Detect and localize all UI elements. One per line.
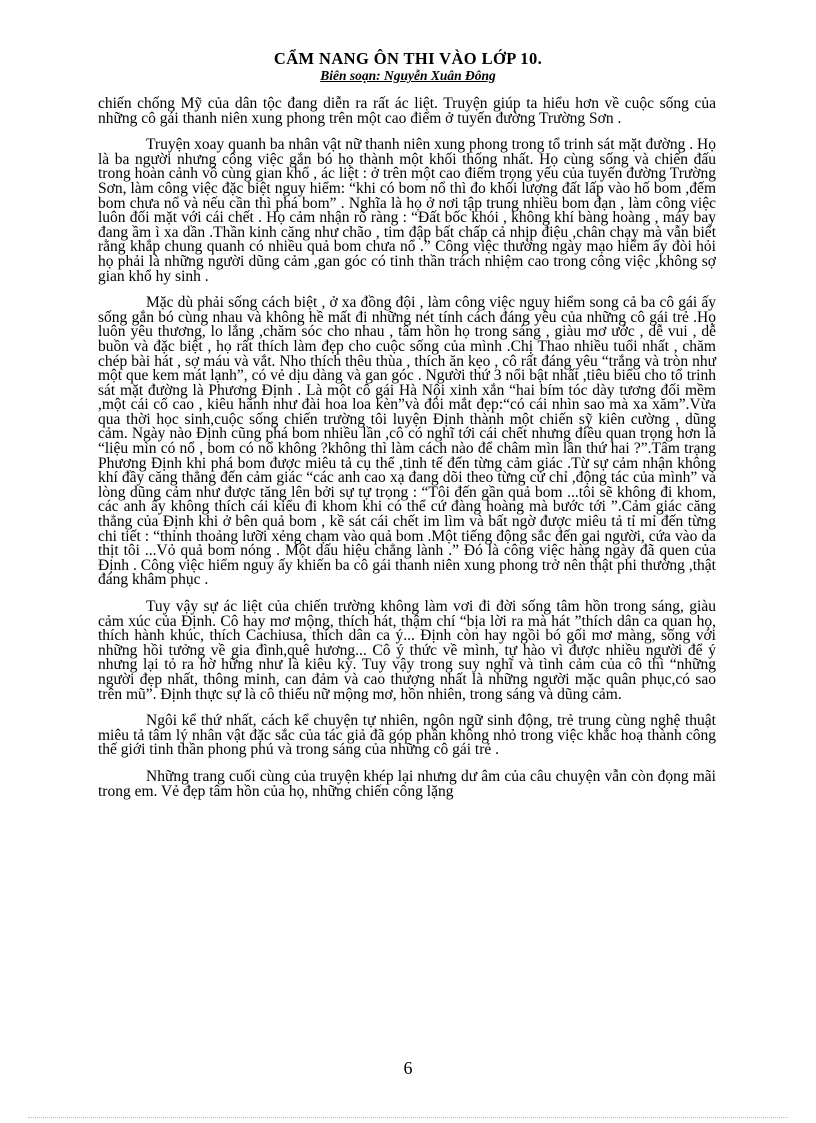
document-body — [98, 97, 716, 811]
paragraph: Truyện xoay quanh ba nhân vật nữ thanh niên xung phong trong tổ trinh sát mặt đường . Họ là ba người nhưng công việc gắn bó họ thành một khối thống nhất. Họ cùng sống và chiến đấu trong hoàn cảnh vô cùng gian khổ , ác liệt : ở trên một cao điểm trọng yếu của tuyến đường Trường Sơn, làm công việc đặc biệt nguy hiểm: “khi có bom nổ thì đo khối lượng đất lấp vào hố bom ,đếm bom chưa nổ và nếu cần thì phá bom” . Nghĩa là họ ở nơi tập trung nhiều bom đạn , làm công việc luôn đối mặt với cái chết . Họ cảm nhận rõ ràng : “Đất bốc khói , không khí bàng hoàng , máy bay đang ầm ì xa dần .Thần kinh căng như chão , tim đập bất chấp cả nhịp điệu ,chân chạy mà vẫn biết rằng khắp chung quanh có nhiều quả bom chưa nổ .” Công việc thường ngày mạo hiểm ấy đòi hỏi họ phải là những người dũng cảm ,gan góc có tinh thần trách nhiệm cao trong công việc ,không sợ gian khổ hy sinh . — [98, 136, 716, 285]
page-header — [0, 50, 816, 83]
footer-divider — [28, 1117, 788, 1118]
paragraph: Ngôi kể thứ nhất, cách kể chuyện tự nhiên, ngôn ngữ sinh động, trẻ trung cùng nghệ thuật miêu tả tâm lý nhân vật đặc sắc của tác giả đã góp phần không nhỏ trong việc khắc hoạ thành công thế giới tinh thần phong phú và trong sáng của những cô gái trẻ . — [98, 712, 716, 759]
paragraph: Tuy vậy sự ác liệt của chiến trường không làm vơi đi đời sống tâm hồn trong sáng, giàu cảm xúc của Định. Cô hay mơ mộng, thích hát, thậm chí “bịa lời ra mà hát ”thích dân ca quan họ, thích hành khúc, thích Cachiusa, thích dân ca ý... Định còn hay ngồi bó gối mơ màng, sống với những hồi tưởng về gia đình,quê hương... Cô ý thức về mình, tự hào vì được nhiều người để ý nhưng lại tỏ ra hờ hững như là kiêu kỳ. Tuy vậy trong suy nghĩ và tình cảm của cô thì “những người đẹp nhất, thông minh, can đảm và cao thượng nhất là những người mặc quân phục,có sao trên mũ”. Định thực sự là cô thiếu nữ mộng mơ, hồn nhiên, trong sáng và dũng cảm. — [98, 598, 716, 703]
document-title: CẨM NANG ÔN THI VÀO LỚP 10. — [273, 49, 543, 68]
page-number: 6 — [403, 1058, 413, 1078]
paragraph: Những trang cuối cùng của truyện khép lại nhưng dư âm của câu chuyện vẫn còn đọng mãi trong em. Vẻ đẹp tâm hồn của họ, những chiến công lặng — [98, 767, 716, 800]
document-author: Biên soạn: Nguyễn Xuân Đông — [320, 68, 496, 83]
paragraph: chiến chống Mỹ của dân tộc đang diễn ra rất ác liệt. Truyện giúp ta hiểu hơn về cuộc sống của những cô gái thanh niên xung phong trên một cao điểm ở tuyến đường Trường Sơn . — [98, 95, 716, 127]
paragraph: Mặc dù phải sống cách biệt , ở xa đồng đội , làm công việc nguy hiểm song cả ba cô gái ấy sống gắn bó cùng nhau và không hề mất đi những nét tính cách đáng yêu của những cô gái trẻ .Họ luôn yêu thương, lo lắng ,chăm sóc cho nhau , tâm hồn họ trong sáng , giàu mơ ước , dễ vui , dễ buồn và đặc biệt , họ rất thích làm đẹp cho cuộc sống của mình .Chị Thao nhiều tuổi nhất , chăm chép bài hát , sợ máu và vắt. Nho thích thêu thùa , thích ăn kẹo , cô rất đáng yêu “trắng và tròn như một que kem mát lạnh”, có vẻ dịu dàng và gan góc . Người thứ 3 nổi bật nhất ,tiêu biểu cho tổ trinh sát mặt đường là Phương Định . Là một cô gái Hà Nội xinh xắn “hai bím tóc dày tương đối mềm ,một cái cổ cao , kiêu hãnh như đài hoa loa kèn”và đôi mắt đẹp:“có cái nhìn sao mà xa xăm”.Vừa qua thời học sinh,cuộc sống chiến trường tôi luyện Định thành một chiến sỹ kiên cường , dũng cảm. Ngày nào Định cũng phá bom nhiều lần ,cô có nghĩ tới cái chết nhưng điều quan trọng hơn là “liệu mìn có nổ , bom có nổ không ?không thì làm cách nào để châm mìn lần thứ hai ?”.Tâm trạng Phương Định khi phá bom được miêu tả cụ thể ,tinh tế đến từng cảm giác .Từ sự cảm nhận không khí đầy căng thẳng đến cảm giác “các anh cao xạ đang dõi theo từng cử chỉ ,động tác của mình” và lòng dũng cảm như được tăng lên bởi sự tự trọng : “Tôi đến gần quả bom ...tôi sẽ không đi khom, các anh ấy không thích cái kiểu đi khom khi có thể cứ đàng hoàng mà bước tới ”.Cảm giác căng thẳng của Định khi ở bên quả bom , kề sát cái chết im lìm và bất ngờ được miêu tả tỉ mỉ đến từng chi tiết : “thỉnh thoảng lưỡi xẻng chạm vào quả bom .Một tiếng động sắc đến gai người, cứa vào da thịt tôi ...Vỏ quả bom nóng . Một dấu hiệu chẳng lành .” Đó là công việc hàng ngày đã quen của Định . Công việc hiểm nguy ấy khiến ba cô gái thanh niên xung phong trở nên thật phi thường ,thật đáng khâm phục . — [98, 294, 716, 589]
